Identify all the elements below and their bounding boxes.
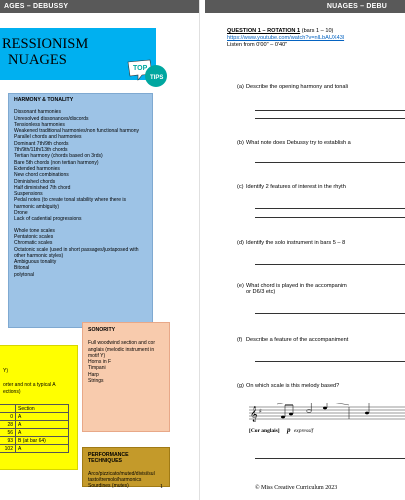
section-cell: B (at bar 64) — [16, 437, 69, 445]
bar-cell: 28 — [0, 421, 16, 429]
list-item: Half diminished 7th chord — [14, 184, 71, 191]
list-item: Chromatic scales — [14, 240, 53, 247]
question-c: (c) Identify 2 features of interest in the rhyth — [237, 184, 346, 190]
answer-line[interactable] — [255, 313, 405, 314]
right-page — [205, 0, 405, 500]
question-b: (b) What note does Debussy try to establish a — [237, 140, 351, 146]
top-tips-badge — [124, 56, 172, 92]
list-item: Horns in F — [88, 359, 112, 366]
table-row — [0, 437, 69, 445]
left-page-header: AGES – DEBUSSY — [0, 0, 199, 13]
list-item: Dissonant harmonies — [14, 109, 61, 116]
structure-table — [0, 404, 69, 453]
table-row — [0, 421, 69, 429]
list-item: Bitonal — [14, 265, 30, 272]
score-markings: [Cor anglais] p expressif — [249, 426, 314, 434]
list-item: Full woodwind section and cor anglais (melodic instrument in motif Y) — [88, 340, 155, 359]
list-item: Bare 5th chords (non tertian harmony) — [14, 159, 99, 166]
table-row — [0, 445, 69, 453]
harmony-tonality-box: HARMONY & TONALITY Dissonant harmonies Unresolved dissonances/discords Tensionless harmonies Weakened traditional harmonies/non functional harmony Parallel chords and harmonies Dominant 7th/9th chords 7th/9th/11th/13th chords Tertian harmony (chords based on 3rds) Bare 5th chords (non tertian harmony) Extended harmonies New chord combinations Diminished chords Half diminished 7th chord Suspensions Pedal notes (to create tonal stability where there is harmonic ambiguity) Drone Lack of cadential progressions Whole tone scales Pentatonic scales Chromatic scales Octatonic scale (used in short passages/juxtaposed with other harmonic styles) Ambiguous tonality Bitonal polytonal — [8, 93, 153, 328]
list-item: New chord combinations — [14, 172, 69, 179]
structure-box: Y) orter and not a typical A ections) — [0, 345, 78, 470]
answer-line[interactable] — [255, 162, 405, 163]
bar-cell: 0 — [0, 413, 16, 421]
list-item: Parallel chords and harmonies — [14, 134, 82, 141]
bar-cell: 93 — [0, 437, 16, 445]
table-row — [0, 429, 69, 437]
sonority-box: SONORITY Full woodwind section and cor anglais (melodic instrument in motif Y) Horns in F Timpani Harp Strings — [82, 322, 170, 432]
bar-cell: 56 — [0, 429, 16, 437]
scales-list — [14, 228, 147, 278]
performance-techniques-box: PERFORMANCE TECHNIQUES Arco/pizzicato/muted/divisi/sul tasto/tremolo/harmonics Sourdines (mutes) — [82, 447, 170, 487]
answer-line[interactable] — [255, 110, 405, 111]
section-cell: A — [16, 445, 69, 453]
answer-line[interactable] — [255, 118, 405, 119]
answer-line[interactable] — [255, 264, 405, 265]
svg-text:TIPS: TIPS — [150, 75, 164, 81]
list-item: Tensionless harmonies — [14, 121, 65, 128]
list-item: polytonal — [14, 271, 35, 278]
list-item: Dominant 7th/9th chords — [14, 140, 69, 147]
question-a: (a) Describe the opening harmony and tonali — [237, 84, 348, 90]
answer-line[interactable] — [255, 217, 405, 218]
list-item: Suspensions — [14, 191, 43, 198]
list-item: Whole tone scales — [14, 227, 55, 234]
table-header-row: Section — [0, 405, 69, 413]
list-item: Weakened traditional harmonies/non functional harmony — [14, 128, 139, 135]
list-item: Timpani — [88, 365, 106, 372]
music-score-excerpt — [249, 403, 405, 427]
treble-clef-icon: 𝄞 — [250, 407, 258, 422]
list-item: Extended harmonies — [14, 165, 60, 172]
question-d: (d) Identify the solo instrument in bars 5 – 8 — [237, 240, 346, 246]
svg-text:TOP: TOP — [133, 65, 148, 72]
list-item: Lack of cadential progressions — [14, 216, 82, 223]
answer-line[interactable] — [255, 208, 405, 209]
question-e: (e) What chord is played in the accompanim or D6/3 etc) — [237, 283, 347, 295]
list-item: 7th/9th/11th/13th chords — [14, 147, 68, 154]
list-item: Drone — [14, 210, 28, 217]
list-item: Unresolved dissonances/discords — [14, 115, 89, 122]
question-title: QUESTION 1 – ROTATION 1 (bars 1 – 10) — [227, 28, 334, 34]
list-item: Harp — [88, 371, 99, 378]
sharp-icon: ♯ — [259, 408, 262, 415]
answer-line[interactable] — [255, 458, 405, 459]
section-cell: A — [16, 413, 69, 421]
list-item: Pentatonic scales — [14, 233, 54, 240]
list-item: Pedal notes (to create tonal stability where there is harmonic ambiguity) — [14, 197, 127, 210]
bar-cell: 102 — [0, 445, 16, 453]
question-g: (g) On which scale is this melody based? — [237, 383, 340, 389]
page-number: 1 — [160, 484, 163, 490]
page-title: RESSIONISM NUAGES — [2, 36, 89, 68]
table-row — [0, 413, 69, 421]
section-cell: A — [16, 421, 69, 429]
section-cell: A — [16, 429, 69, 437]
youtube-link[interactable]: https://www.youtube.com/watch?v=nlLbAUX43l — [227, 35, 345, 41]
answer-line[interactable] — [255, 361, 405, 362]
list-item: Diminished chords — [14, 178, 56, 185]
list-item: Tertian harmony (chords based on 3rds) — [14, 153, 103, 160]
right-page-header: NUAGES – DEBU — [205, 0, 405, 13]
list-item: Octatonic scale (used in short passages/juxtaposed with other harmonic styles) — [14, 246, 139, 259]
copyright-footer: © Miss Creative Curriculum 2023 — [255, 485, 338, 491]
list-item: Ambiguous tonality — [14, 259, 57, 266]
harmony-list — [14, 109, 147, 222]
listen-instruction: Listen from 0'00" – 0'40" — [227, 42, 288, 48]
list-item: Strings — [88, 378, 104, 385]
sonority-list — [88, 340, 164, 384]
left-page — [0, 0, 199, 500]
question-f: (f) Describe a feature of the accompaniment — [237, 337, 349, 343]
